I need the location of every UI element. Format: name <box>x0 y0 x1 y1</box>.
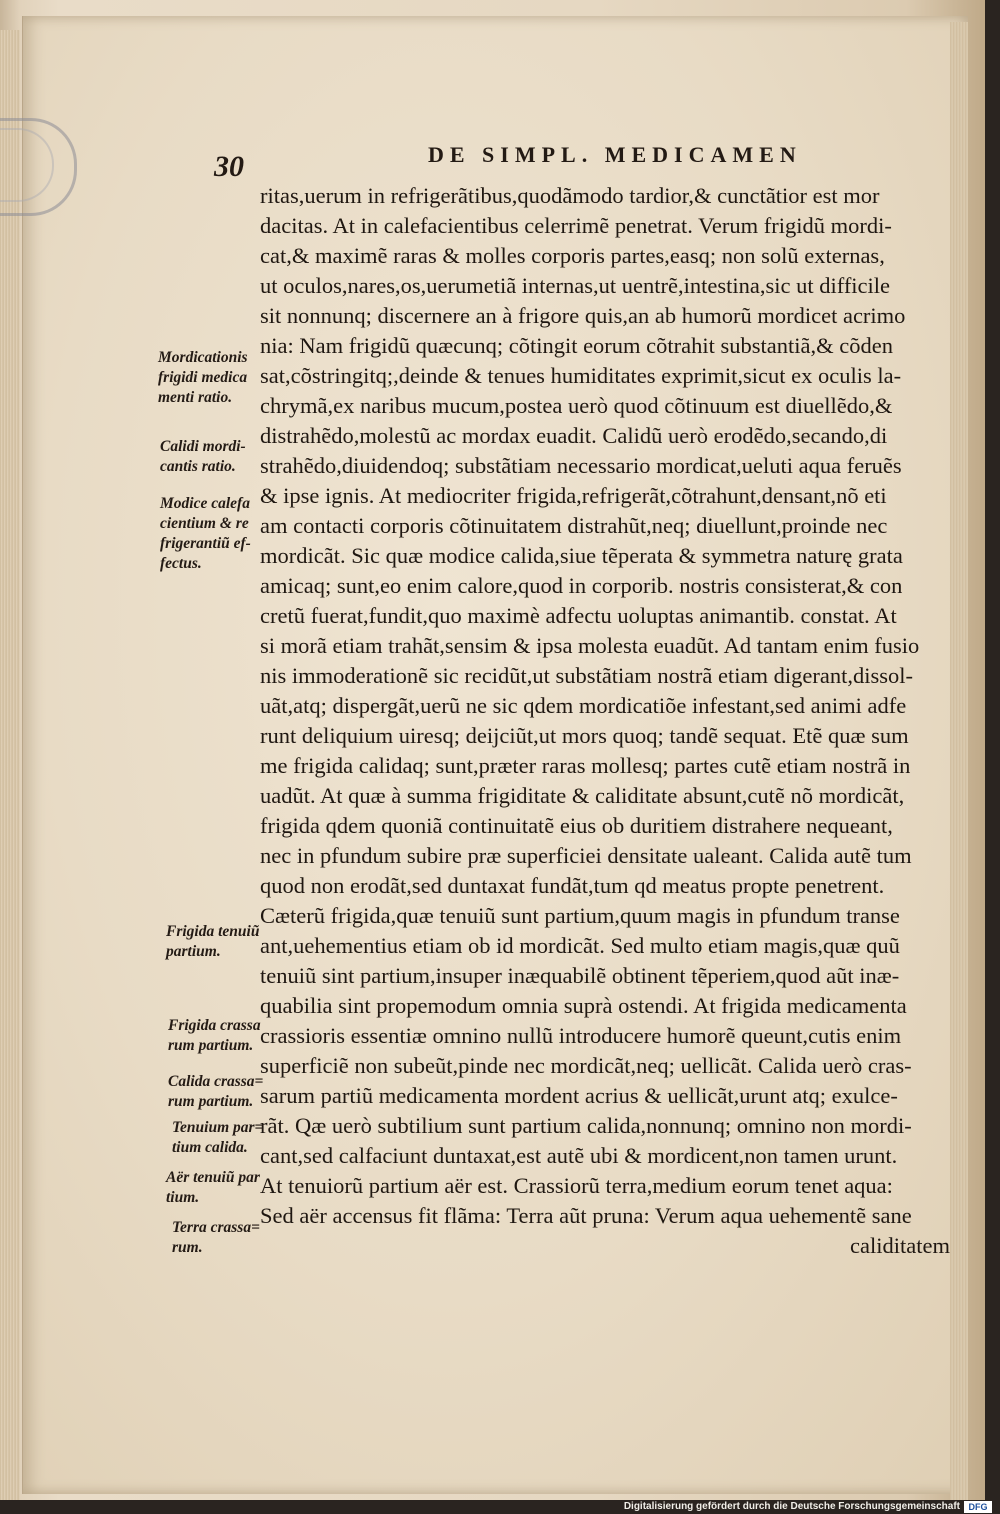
side-note: Calidi mordi- cantis ratio. <box>160 438 246 475</box>
text-line: runt deliquium uiresq; deijciũt,ut mors quoq; tandẽ sequat. Etẽ quæ sum <box>260 723 909 748</box>
side-note: Tenuium par= tium calida. <box>172 1119 264 1156</box>
text-line: superficiẽ non subeũt,pinde nec mordicãt,neq; uellicãt. Calida uerò cras- <box>260 1053 912 1078</box>
text-line: amicaq; sunt,eo enim calore,quod in corporib. nostris consisterat,& con <box>260 573 903 598</box>
text-line: cant,sed calfaciunt duntaxat,est autẽ ubi & mordicent,non tamen urunt. <box>260 1143 898 1168</box>
text-line: Cæterũ frigida,quæ tenuiũ sunt partium,quum magis in pfundum transe <box>260 903 900 928</box>
text-line: crassioris essentiæ omnino nullũ introducere humorẽ queunt,cutis enim <box>260 1023 902 1048</box>
text-line: cat,& maximẽ raras & molles corporis partes,easq; non solũ externas, <box>260 243 885 268</box>
text-line: rãt. Qæ uerò subtilium sunt partium calida,nonnunq; omnino non mordi- <box>260 1113 912 1138</box>
text-line: uadũt. At quæ à summa frigiditate & caliditate absunt,cutẽ nõ mordicãt, <box>260 783 905 808</box>
text-line: & ipse ignis. At mediocriter frigida,refrigerãt,cõtrahunt,densant,nõ eti <box>260 483 887 508</box>
text-line: me frigida calidaq; sunt,præter raras mollesq; partes cutẽ etiam nostrã in <box>260 753 911 778</box>
text-line: dacitas. At in calefacientibus celerrimẽ penetrat. Verum frigidũ mordi- <box>260 213 892 238</box>
text-line: uãt,atq; dispergãt,uerũ ne sic qdem mordicatiõe infestant,sed animi adfe <box>260 693 907 718</box>
text-line: tenuiũ sint partium,insuper inæquabilẽ obtinent tẽperiem,quod aũt inæ- <box>260 963 900 988</box>
side-note: Modice calefa cientium & re frigerantiũ ef- fectus. <box>160 495 251 572</box>
catchword: caliditatem <box>850 1233 950 1258</box>
text-line: sarum partiũ medicamenta mordent acrius & uellicãt,urunt atq; exulce- <box>260 1083 898 1108</box>
text-line: nec in pfundum subire præ superficiei densitate ualeant. Calida autẽ tum <box>260 843 912 868</box>
digitization-credit: Digitalisierung gefördert durch die Deutsche Forschungsgemeinschaft <box>623 1501 960 1512</box>
side-note: Aër tenuiũ par tium. <box>166 1169 260 1206</box>
side-note: Terra crassa= rum. <box>172 1219 260 1256</box>
text-line: quod non erodãt,sed duntaxat fundãt,tum qd meatus propte penetrent. <box>260 873 885 898</box>
text-line: quabilia sint propemodum omnia suprà ostendi. At frigida medicamenta <box>260 993 907 1018</box>
text-line: At tenuiorũ partium aër est. Crassiorũ terra,medium eorum tenet aqua: <box>260 1173 893 1198</box>
side-note: Frigida crassa rum partium. <box>168 1017 261 1054</box>
left-page-edges <box>0 30 20 1500</box>
text-line: cretũ fuerat,fundit,quo maximè adfectu uoluptas animantib. constat. At <box>260 603 897 628</box>
text-line: ritas,uerum in refrigerãtibus,quodãmodo tardior,& cunctãtior est mor <box>260 183 880 208</box>
side-note: Mordicationis frigidi medica menti ratio. <box>158 349 248 406</box>
text-line: sit nonnunq; discernere an à frigore quis,an ab humorũ mordicet acrimo <box>260 303 906 328</box>
running-header: DE SIMPL. MEDICAMEN <box>428 142 802 167</box>
text-line: si morã etiam trahãt,sensim & ipsa molesta euadũt. Ad tantam enim fusio <box>260 633 920 658</box>
text-line: nis immoderationẽ sic recidũt,ut substãtiam nostrã etiam digerant,dissol- <box>260 663 913 688</box>
text-line: frigida qdem quoniã continuitatẽ eius ob duritiem distrahere nequeant, <box>260 813 893 838</box>
text-line: distrahẽdo,molestũ ac mordax euadit. Calidũ uerò erodẽdo,secando,di <box>260 423 888 448</box>
text-line: ant,uehementius etiam ob id mordicãt. Sed multo etiam magis,quæ quũ <box>260 933 900 958</box>
text-line: sat,cõstringitq;,deinde & tenues humiditates exprimit,sicut ex oculis la- <box>260 363 902 388</box>
page-number: 30 <box>214 150 244 183</box>
text-line: am contacti corporis cõtinuitatem distrahũt,neq; diuellunt,proinde nec <box>260 513 888 538</box>
text-line: Sed aër accensus fit flãma: Terra aũt pruna: Verum aqua uehementẽ sane <box>260 1203 912 1228</box>
text-line: chrymã,ex naribus mucum,postea uerò quod cõtinuum est diuellẽdo,& <box>260 393 893 418</box>
side-note: Calida crassa= rum partium. <box>168 1073 264 1110</box>
fore-edge <box>950 22 968 1510</box>
text-line: mordicãt. Sic quæ modice calida,siue tẽperata & symmetra naturę grata <box>260 543 903 568</box>
dfg-logo: DFG <box>964 1501 992 1513</box>
text-line: ut oculos,nares,os,uerumetiã internas,ut uentrẽ,intestina,sic ut difficile <box>260 273 891 298</box>
side-note: Frigida tenuiũ partium. <box>166 923 260 960</box>
text-line: nia: Nam frigidũ quæcunq; cõtingit eorum cõtrahit substantiã,& cõden <box>260 333 893 358</box>
text-line: strahẽdo,diuidendoq; substãtiam necessario mordicat,ueluti aqua feruẽs <box>260 453 902 478</box>
